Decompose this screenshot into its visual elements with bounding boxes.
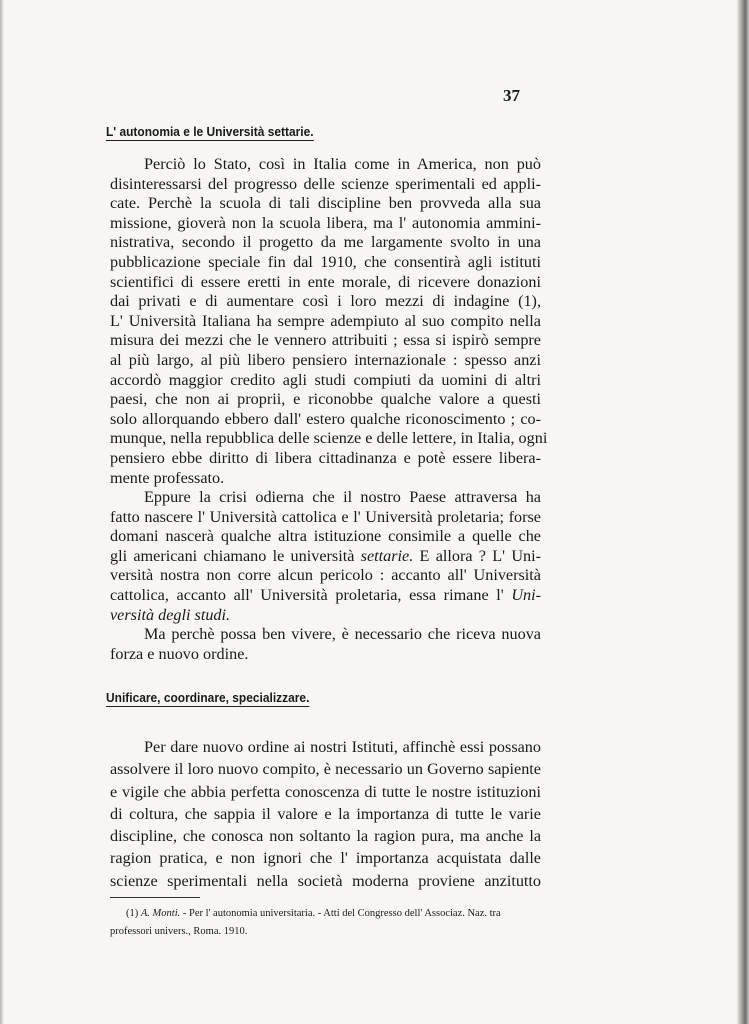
text-line [110,410,541,430]
text-segment: fatto nascere l' Università cattolica e l' Università proletaria; forse [110,507,541,526]
text-line [110,488,541,508]
text-line [110,508,541,528]
text-segment: pensiero ebbe diritto di libera cittadinanza e potè essere libera- [110,448,541,467]
scan-edge-left [0,0,4,1024]
italic-text: versità degli studi. [110,605,231,624]
text-line [110,214,541,234]
text-segment: gli americani chiamano le università [110,546,361,565]
text-segment: al più largo, al più libero pensiero internazionale : spesso anzi [110,350,541,369]
footnote-author: A. Monti. [140,908,181,919]
text-line [110,758,541,780]
text-segment: domani nascerà qualche altra istituzione consimile a quelle che [110,527,541,546]
text-segment: Perciò lo Stato, così in Italia come in America, non può [144,155,541,173]
text-line [110,527,541,547]
text-segment: cate. Perchè la scuola di tali discipline ben provveda alla sua [110,194,541,213]
text-line [110,847,541,869]
text-segment: scienze sperimentali nella società moderna proviene anzitutto [110,871,541,890]
text-line [110,331,541,351]
text-line [110,175,541,195]
text-segment: versità nostra non corre alcun pericolo : accanto all' Università [110,566,541,585]
text-segment: munque, nella repubblica delle scienze e delle lettere, in Italia, ogni [110,429,548,448]
text-line [110,233,541,253]
text-line [110,449,541,469]
text-segment: forza e nuovo ordine. [110,644,249,663]
italic-text: Uni- [511,586,541,605]
page-number: 37 [503,86,520,105]
text-segment: L' Università Italiana ha sempre adempiuto al suo compito nella [110,311,541,330]
text-line [110,351,541,371]
text-line [110,371,541,391]
text-line [110,155,541,175]
text-segment: ragion pratica, e non ignori che l' importanza acquistata dalle [110,849,541,868]
text-line [110,253,541,273]
text-line [110,429,548,449]
text-line [110,312,541,332]
text-segment: misura dei mezzi che le vennero attribuiti ; essa si ispirò sempre [110,331,541,350]
footnote-marker: (1) [126,908,141,919]
text-line [110,606,541,626]
text-segment: discipline, che conosca non soltanto la ragion pura, ma anche la [110,827,541,846]
text-line [110,781,541,803]
body-text-section-1 [110,155,548,664]
text-line [110,825,541,847]
text-segment: Eppure la crisi odierna che il nostro Paese attraversa ha [144,488,541,507]
text-segment: Per dare nuovo ordine ai nostri Istituti, affinchè essi possano [144,738,541,756]
section-heading-autonomia: L' autonomia e le Università settarie. [106,124,314,139]
text-line [110,292,541,312]
text-line [110,870,541,892]
italic-text: settarie. [360,546,414,565]
footnote-divider [110,897,200,898]
text-segment: di coltura, che sappia il valore e la importanza di tutte le varie [110,804,541,823]
text-segment: dai privati e di aumentare così i loro mezzi di indagine (1), [110,292,541,311]
footnote-continuation: professori univers., Roma. 1910. [110,926,248,937]
text-line [110,390,541,410]
text-segment: nistrativa, secondo il progetto da me largamente svolto in una [110,233,541,252]
text-segment: paesi, che non ai proprii, e riconobbe qualche valore a questi [110,390,541,409]
text-line [110,469,541,489]
text-segment: missione, gioverà non la scuola libera, ma l' autonomia ammini- [110,213,541,232]
text-line [110,625,541,645]
text-line [110,586,541,606]
text-line [110,547,541,567]
text-segment: disinteressarsi del progresso delle scienze sperimentali ed appli- [110,174,541,193]
text-segment: scientifici di essere eretti in ente morale, di ricevere donazioni [110,272,541,291]
text-segment: solo allorquando ebbero dall' estero qualche riconoscimento ; co- [110,409,541,428]
text-segment: E allora ? L' Uni- [413,546,541,565]
text-segment: mente professato. [110,468,225,487]
text-line [110,273,541,293]
text-segment: accordò maggior credito agli studi compiuti da uomini di altri [110,370,541,389]
text-segment: e vigile che abbia perfetta conoscenza di tutte le nostre istituzioni [110,782,541,801]
scan-edge-right [737,0,749,1024]
footnote-text: - Per l' autonomia universitaria. - Atti del Congresso dell' Associaz. Naz. tra [180,908,501,919]
footnote [110,905,541,923]
text-line [110,803,541,825]
body-text-section-2 [110,736,541,892]
section-heading-unificare: Unificare, coordinare, specializzare. [106,690,310,705]
text-line [110,566,541,586]
text-segment: pubblicazione speciale fin dal 1910, che consentirà agli istituti [110,252,541,271]
text-line [110,645,541,665]
text-segment: cattolica, accanto all' Università proletaria, essa rimane l' [110,586,512,605]
text-segment: assolvere il loro nuovo compito, è necessario un Governo sapiente [110,760,541,779]
text-line [110,736,541,758]
text-segment: Ma perchè possa ben vivere, è necessario che riceva nuova [144,625,541,644]
text-line [110,194,541,214]
